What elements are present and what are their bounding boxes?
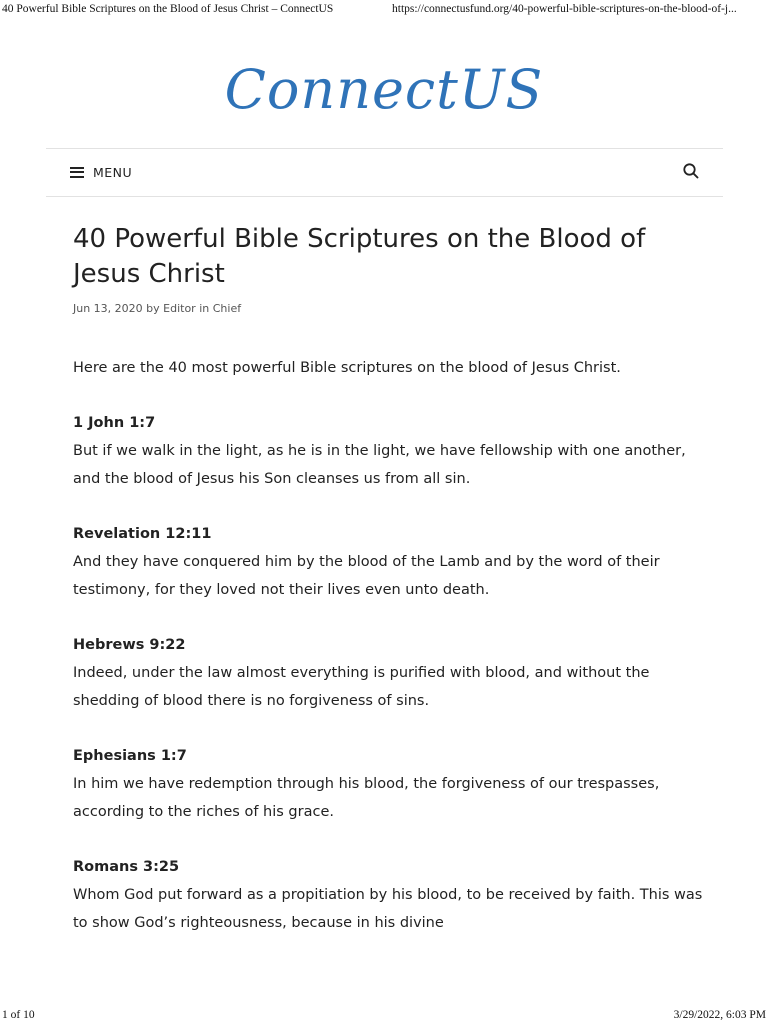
search-button[interactable] bbox=[682, 162, 700, 180]
print-header-title: 40 Powerful Bible Scriptures on the Blood of Jesus Christ – ConnectUS bbox=[2, 3, 334, 15]
search-icon bbox=[682, 162, 700, 180]
verse-reference: Romans 3:25 bbox=[73, 859, 180, 875]
menu-button[interactable] bbox=[70, 160, 132, 184]
verse-item bbox=[73, 853, 703, 937]
verse-item bbox=[73, 520, 703, 604]
hamburger-icon bbox=[70, 167, 84, 178]
article-title: 40 Powerful Bible Scriptures on the Blood of Jesus Christ bbox=[73, 224, 646, 289]
nav-divider-top bbox=[46, 148, 723, 149]
print-footer-page: 1 of 10 bbox=[2, 1009, 35, 1021]
print-footer bbox=[0, 1006, 768, 1024]
verse-reference: Hebrews 9:22 bbox=[73, 637, 186, 653]
verse-text: In him we have redemption through his blood, the forgiveness of our trespasses, according to the riches of his grace. bbox=[73, 776, 660, 820]
print-header-url: https://connectusfund.org/40-powerful-bible-scriptures-on-the-blood-of-j... bbox=[392, 3, 737, 15]
site-logo[interactable]: ConnectUS bbox=[224, 58, 544, 121]
print-header bbox=[0, 0, 768, 18]
verse-text: But if we walk in the light, as he is in the light, we have fellowship with one another, and the blood of Jesus his Son cleanses us from all sin. bbox=[73, 443, 686, 487]
verse-item bbox=[73, 631, 703, 715]
menu-label: MENU bbox=[93, 164, 133, 180]
verse-text: Whom God put forward as a propitiation by his blood, to be received by faith. This was to show God’s righteousness, because in his divine bbox=[73, 887, 703, 931]
verse-reference: Revelation 12:11 bbox=[73, 526, 212, 542]
verse-text: And they have conquered him by the blood of the Lamb and by the word of their testimony, for they loved not their lives even unto death. bbox=[73, 554, 660, 598]
verse-item bbox=[73, 409, 703, 493]
verse-item bbox=[73, 742, 703, 826]
nav-divider-bottom bbox=[46, 196, 723, 197]
print-footer-date: 3/29/2022, 6:03 PM bbox=[673, 1009, 766, 1021]
verse-text: Indeed, under the law almost everything is purified with blood, and without the shedding of blood there is no forgiveness of sins. bbox=[73, 665, 650, 709]
article-meta: Jun 13, 2020 by Editor in Chief bbox=[73, 302, 242, 315]
article-intro: Here are the 40 most powerful Bible scriptures on the blood of Jesus Christ. bbox=[73, 360, 621, 376]
verse-reference: 1 John 1:7 bbox=[73, 415, 156, 431]
article-body bbox=[73, 354, 703, 964]
verse-reference: Ephesians 1:7 bbox=[73, 748, 187, 764]
